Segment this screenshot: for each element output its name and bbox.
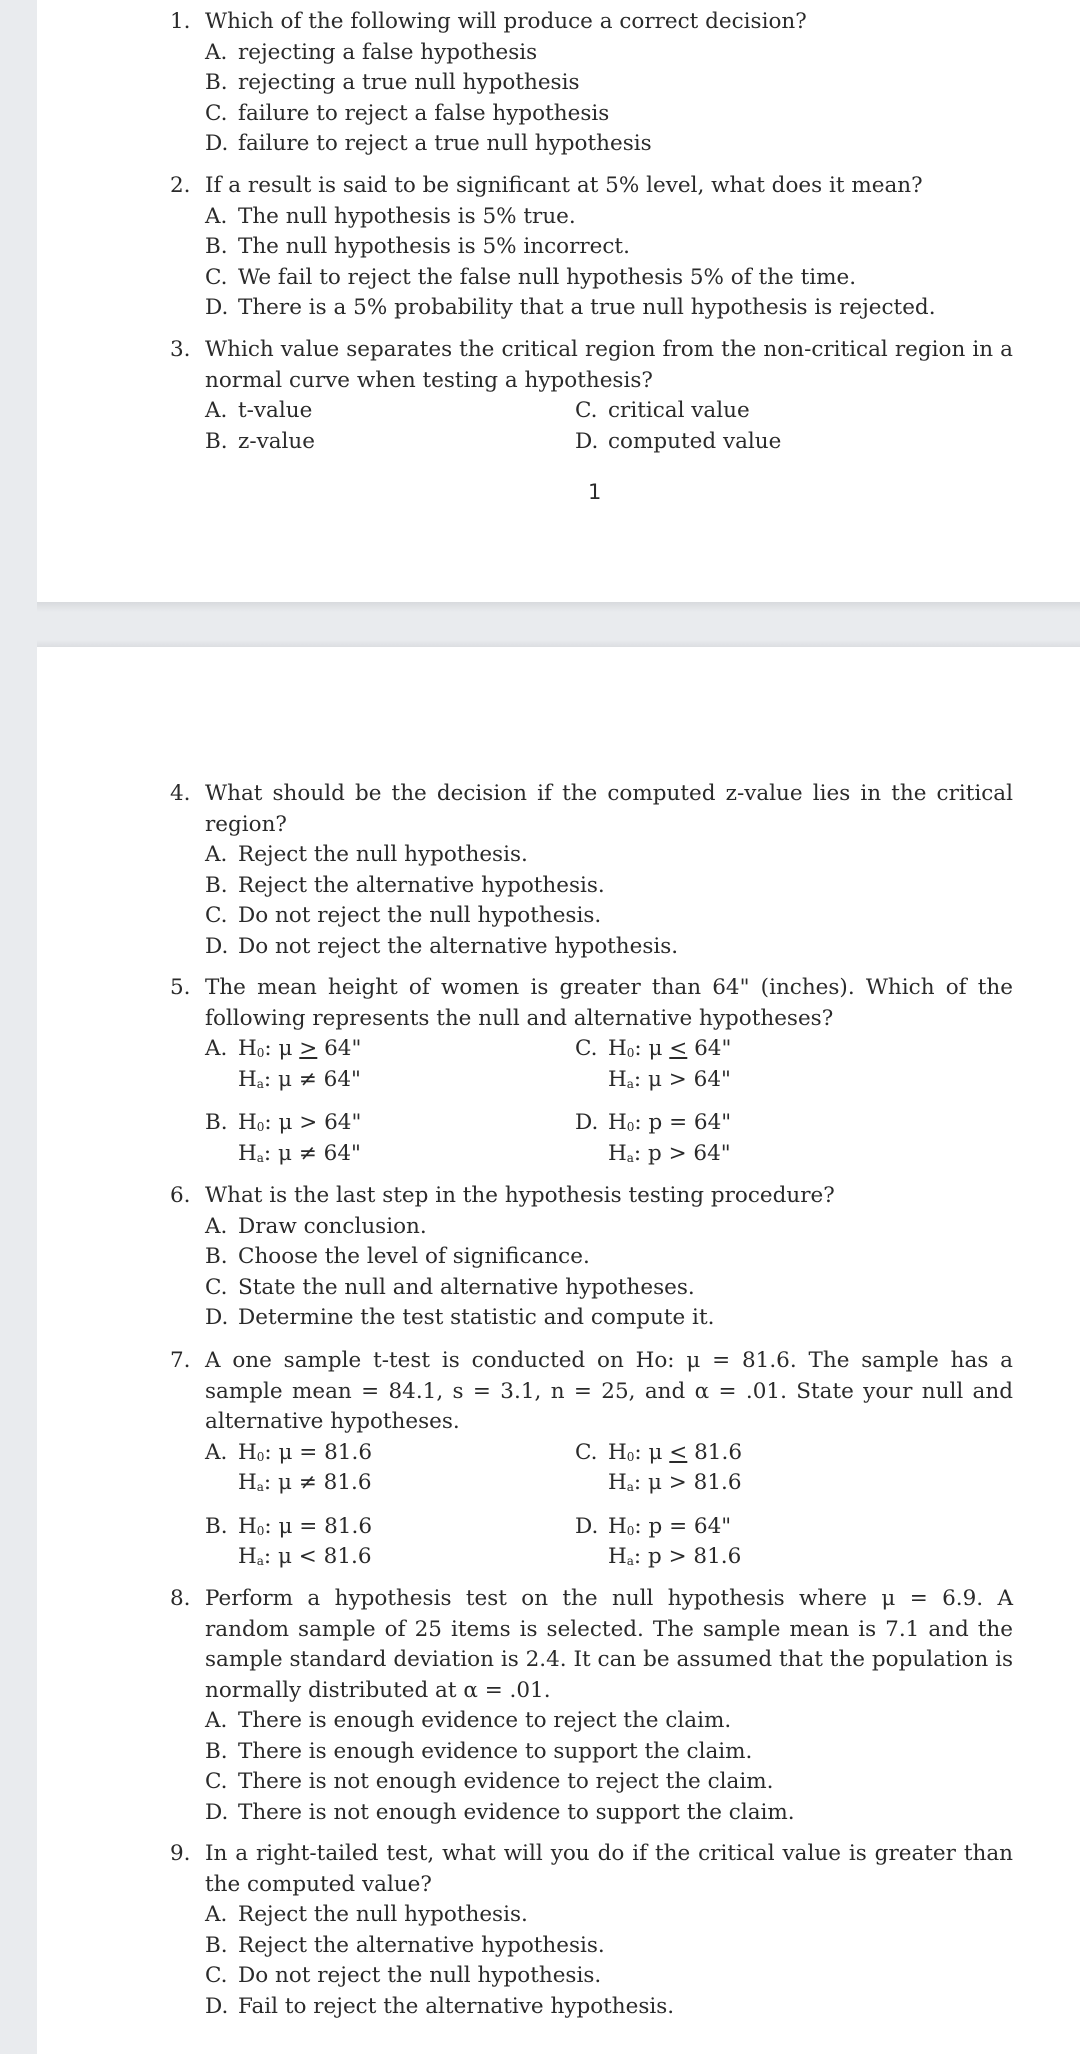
question-number: 3.: [170, 337, 191, 362]
options-row: [205, 427, 1013, 458]
option-a[interactable]: A. Reject the null hypothesis.: [205, 842, 528, 867]
question-stem: A one sample t-test is conducted on Ho: μ = 81.6. The sample has a sample mean = 84.1, s = 3.1, n = 25, and α = .01. State your null and alternative hypotheses.: [205, 1348, 1013, 1434]
options-row: [205, 1512, 1013, 1573]
question-7: [170, 1346, 1013, 1573]
option-a[interactable]: A. Draw conclusion.: [205, 1213, 427, 1239]
option-b[interactable]: B. Reject the alternative hypothesis.: [205, 1932, 605, 1958]
question-2: [170, 171, 1013, 324]
question-number: 8.: [170, 1586, 191, 1611]
options-row: [205, 1438, 1013, 1499]
question-stem: Which value separates the critical region from the non-critical region in a normal curve when testing a hypothesis?: [205, 337, 1013, 393]
option-a[interactable]: A. H0: μ > 64" Ha: μ ≠ 64": [205, 1036, 362, 1092]
question-stem: Perform a hypothesis test on the null hypothesis where μ = 6.9. A random sample of 25 items is selected. The sample mean is 7.1 and the sample standard deviation is 2.4. It can be assumed that the population is normally distributed at α = .01.: [205, 1586, 1013, 1703]
option-a[interactable]: A. Reject the null hypothesis.: [205, 1902, 528, 1927]
option-c[interactable]: C. critical value: [575, 398, 750, 423]
option-b[interactable]: B. There is enough evidence to support the claim.: [205, 1738, 753, 1764]
option-d[interactable]: D. H0: p = 64" Ha: p > 64": [575, 1110, 732, 1166]
question-1: [170, 7, 1013, 160]
option-a[interactable]: A. rejecting a false hypothesis: [205, 39, 538, 65]
option-b[interactable]: B. Choose the level of significance.: [205, 1244, 590, 1269]
question-number: 1.: [170, 9, 191, 34]
question-number: 7.: [170, 1348, 191, 1373]
option-c[interactable]: C. H0: μ < 81.6 Ha: μ > 81.6: [575, 1439, 743, 1495]
question-stem: What is the last step in the hypothesis testing procedure?: [205, 1183, 835, 1208]
option-b[interactable]: B. rejecting a true null hypothesis: [205, 70, 580, 95]
question-stem: Which of the following will produce a correct decision?: [205, 9, 807, 34]
question-stem: In a right-tailed test, what will you do if the critical value is greater than the computed value?: [205, 1841, 1013, 1897]
options-row: [205, 1108, 1013, 1169]
question-3: [170, 335, 1013, 457]
option-a[interactable]: A. There is enough evidence to reject the claim.: [205, 1708, 732, 1733]
question-stem: The mean height of women is greater than 64" (inches). Which of the following represents the null and alternative hypotheses?: [205, 975, 1013, 1031]
options-row: [205, 1034, 1013, 1095]
option-c[interactable]: C. We fail to reject the false null hypothesis 5% of the time.: [205, 264, 857, 290]
option-d[interactable]: D. There is not enough evidence to support the claim.: [205, 1799, 795, 1825]
option-b[interactable]: B. H0: μ > 64" Ha: μ ≠ 64": [205, 1110, 362, 1166]
option-b[interactable]: B. H0: μ = 81.6 Ha: μ < 81.6: [205, 1513, 372, 1569]
page-separator: [37, 602, 1080, 647]
option-c[interactable]: C. Do not reject the null hypothesis.: [205, 903, 602, 928]
option-a[interactable]: A. H0: μ = 81.6 Ha: μ ≠ 81.6: [205, 1439, 372, 1495]
option-d[interactable]: D. Fail to reject the alternative hypothesis.: [205, 1993, 675, 2019]
question-stem: If a result is said to be significant at 5% level, what does it mean?: [205, 173, 923, 198]
option-d[interactable]: D. computed value: [575, 428, 782, 454]
question-4: [170, 779, 1013, 962]
option-d[interactable]: D. Do not reject the alternative hypothesis.: [205, 933, 679, 959]
option-d[interactable]: D. Determine the test statistic and compute it.: [205, 1305, 715, 1330]
option-c[interactable]: C. There is not enough evidence to reject the claim.: [205, 1769, 774, 1794]
option-c[interactable]: C. H0: μ < 64" Ha: μ > 64": [575, 1036, 732, 1092]
option-a[interactable]: A. t-value: [205, 398, 313, 423]
option-b[interactable]: B. z-value: [205, 428, 316, 454]
question-number: 4.: [170, 781, 191, 806]
question-5: [170, 973, 1013, 1169]
option-c[interactable]: C. failure to reject a false hypothesis: [205, 100, 610, 126]
question-8: [170, 1584, 1013, 1828]
question-number: 6.: [170, 1183, 191, 1208]
option-c[interactable]: C. State the null and alternative hypotheses.: [205, 1274, 695, 1300]
option-d[interactable]: D. H0: p = 64" Ha: p > 81.6: [575, 1513, 742, 1569]
question-stem: What should be the decision if the computed z-value lies in the critical region?: [205, 781, 1013, 837]
question-number: 5.: [170, 975, 191, 1000]
question-number: 2.: [170, 173, 191, 198]
option-c[interactable]: C. Do not reject the null hypothesis.: [205, 1963, 602, 1988]
options-row: [205, 396, 1013, 427]
option-d[interactable]: D. There is a 5% probability that a true null hypothesis is rejected.: [205, 295, 936, 320]
question-9: [170, 1839, 1013, 2022]
option-a[interactable]: A. The null hypothesis is 5% true.: [205, 203, 576, 229]
page-number: 1: [588, 480, 602, 504]
option-d[interactable]: D. failure to reject a true null hypothesis: [205, 131, 652, 156]
option-b[interactable]: B. The null hypothesis is 5% incorrect.: [205, 234, 630, 259]
option-b[interactable]: B. Reject the alternative hypothesis.: [205, 872, 605, 898]
question-6: [170, 1181, 1013, 1334]
question-number: 9.: [170, 1841, 191, 1866]
